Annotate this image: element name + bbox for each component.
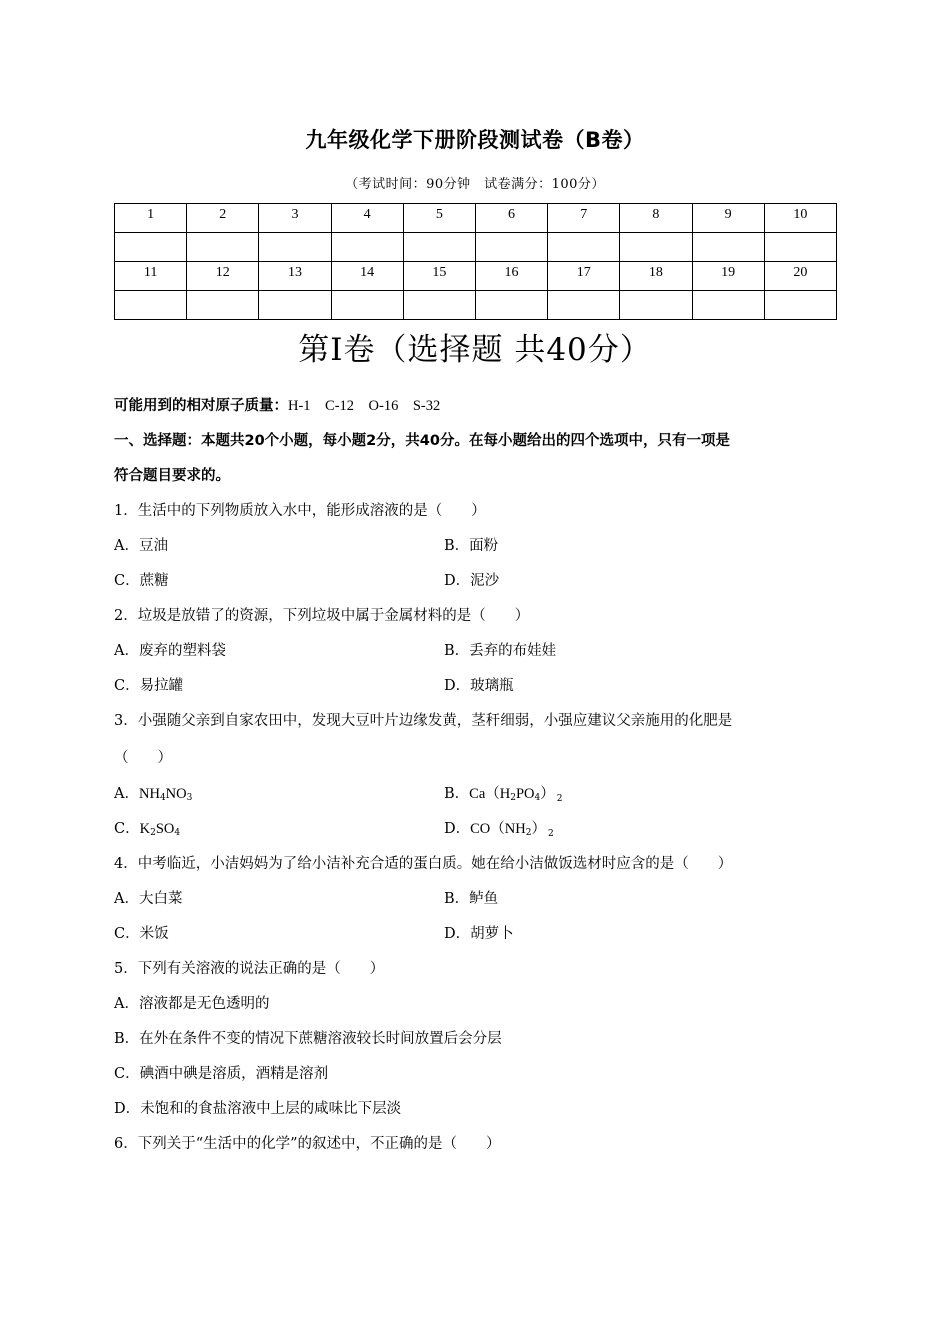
question-3-option-d[interactable] <box>444 818 554 845</box>
answer-grid-number: 14 <box>331 262 403 291</box>
answer-grid-number-row <box>115 204 837 233</box>
answer-cell[interactable] <box>692 233 764 262</box>
option-letter: B． <box>444 786 470 802</box>
question-3-stem: 3．小强随父亲到自家农田中，发现大豆叶片边缘发黄，茎秆细弱，小强应建议父亲施用的化肥是 <box>114 713 733 729</box>
option-letter: A． <box>114 786 139 802</box>
answer-grid-blank-row <box>115 233 837 262</box>
option-letter: C． <box>114 821 140 837</box>
answer-cell[interactable] <box>331 291 403 320</box>
answer-grid-number: 13 <box>259 262 331 291</box>
answer-cell[interactable] <box>115 233 187 262</box>
question-4-option-d[interactable]: D．胡萝卜 <box>444 926 514 942</box>
formula-subscript: 2 <box>150 828 156 838</box>
answer-cell[interactable] <box>187 291 259 320</box>
question-5-option-a[interactable]: A．溶液都是无色透明的 <box>114 996 270 1012</box>
answer-grid-number: 18 <box>620 262 692 291</box>
answer-grid <box>114 203 837 320</box>
atomic-mass-line <box>114 395 844 417</box>
option-letter: D． <box>444 821 471 837</box>
question-1-option-c[interactable]: C．蔗糖 <box>114 573 169 589</box>
formula-subscript: 2 <box>525 828 532 838</box>
answer-grid-number: 17 <box>548 262 620 291</box>
question-4-option-b[interactable]: B．鲈鱼 <box>444 891 499 907</box>
question-5-option-c[interactable]: C．碘酒中碘是溶质，酒精是溶剂 <box>114 1066 329 1082</box>
answer-grid-number: 5 <box>403 204 475 233</box>
formula-part: K <box>139 821 151 837</box>
answer-grid-number-row <box>115 262 837 291</box>
answer-cell[interactable] <box>475 233 547 262</box>
formula-part: ） <box>531 821 546 837</box>
answer-cell[interactable] <box>403 233 475 262</box>
question-1-option-a[interactable]: A．豆油 <box>114 538 168 554</box>
answer-cell[interactable] <box>548 233 620 262</box>
question-3-stem-continued: （ ） <box>114 750 172 766</box>
formula-subscript: 2 <box>547 829 554 839</box>
answer-grid-number: 3 <box>259 204 331 233</box>
formula-subscript: 3 <box>186 793 193 803</box>
formula-part: NO <box>165 786 187 802</box>
question-5-option-b[interactable]: B．在外在条件不变的情况下蔗糖溶液较长时间放置后会分层 <box>114 1031 502 1047</box>
answer-cell[interactable] <box>548 291 620 320</box>
formula-part: PO <box>515 786 535 802</box>
question-1-option-b[interactable]: B．面粉 <box>444 538 499 554</box>
answer-grid-number: 8 <box>620 204 692 233</box>
answer-cell[interactable] <box>403 291 475 320</box>
formula-part: CO（NH <box>470 821 526 837</box>
answer-grid-number: 2 <box>187 204 259 233</box>
section-heading: 第Ⅰ卷（选择题 共40分） <box>298 332 652 368</box>
question-2-option-b[interactable]: B．丢弃的布娃娃 <box>444 643 557 659</box>
question-3-option-a[interactable] <box>114 783 192 809</box>
answer-cell[interactable] <box>620 291 692 320</box>
answer-cell[interactable] <box>259 291 331 320</box>
question-4-option-c[interactable]: C．米饭 <box>114 926 169 942</box>
answer-cell[interactable] <box>187 233 259 262</box>
exam-title: 九年级化学下册阶段测试卷（B卷） <box>305 128 645 152</box>
atomic-mass-label: 可能用到的相对原子质量： <box>114 398 288 414</box>
question-5-stem: 5．下列有关溶液的说法正确的是（ ） <box>114 961 385 977</box>
answer-cell[interactable] <box>259 233 331 262</box>
formula-part: ） <box>540 786 555 802</box>
formula-subscript: 2 <box>510 793 516 803</box>
formula-subscript: 4 <box>159 793 166 803</box>
answer-grid-number: 16 <box>475 262 547 291</box>
question-5-option-d[interactable]: D．未饱和的食盐溶液中上层的咸味比下层淡 <box>114 1101 402 1117</box>
formula-subscript: 4 <box>174 828 181 838</box>
answer-grid-number: 1 <box>115 204 187 233</box>
answer-grid-number: 15 <box>403 262 475 291</box>
answer-grid-number: 4 <box>331 204 403 233</box>
question-4-option-a[interactable]: A．大白菜 <box>114 891 183 907</box>
question-1-stem: 1．生活中的下列物质放入水中，能形成溶液的是（ ） <box>114 503 486 519</box>
question-2-stem: 2．垃圾是放错了的资源，下列垃圾中属于金属材料的是（ ） <box>114 608 530 624</box>
answer-grid-number: 20 <box>764 262 836 291</box>
question-4-stem: 4．中考临近，小洁妈妈为了给小洁补充合适的蛋白质。她在给小洁做饭选材时应含的是（ ） <box>114 856 733 872</box>
answer-cell[interactable] <box>115 291 187 320</box>
answer-cell[interactable] <box>692 291 764 320</box>
answer-cell[interactable] <box>331 233 403 262</box>
instructions-line-2: 符合题目要求的。 <box>114 468 230 484</box>
question-1-option-d[interactable]: D．泥沙 <box>444 573 500 589</box>
answer-cell[interactable] <box>475 291 547 320</box>
formula-part: Ca（H <box>469 786 511 802</box>
exam-subtitle: （考试时间：90分钟 试卷满分：100分） <box>345 177 605 192</box>
answer-cell[interactable] <box>764 233 836 262</box>
question-3-option-c[interactable] <box>114 818 180 844</box>
answer-grid-number: 11 <box>115 262 187 291</box>
instructions-line-1: 一、选择题：本题共20个小题，每小题2分，共40分。在每小题给出的四个选项中，只有一项是 <box>114 433 730 449</box>
formula-subscript: 4 <box>534 793 541 803</box>
answer-grid-number: 9 <box>692 204 764 233</box>
answer-grid-blank-row <box>115 291 837 320</box>
question-6-stem: 6．下列关于“生活中的化学”的叙述中，不正确的是（ ） <box>114 1136 501 1152</box>
question-2-option-c[interactable]: C．易拉罐 <box>114 678 184 694</box>
formula-subscript: 2 <box>556 794 563 804</box>
answer-cell[interactable] <box>764 291 836 320</box>
atomic-mass-values: H-1 C-12 O-16 S-32 <box>288 398 441 414</box>
answer-cell[interactable] <box>620 233 692 262</box>
formula-part: NH <box>138 786 160 802</box>
answer-grid-number: 10 <box>764 204 836 233</box>
answer-grid-number: 12 <box>187 262 259 291</box>
answer-grid-number: 19 <box>692 262 764 291</box>
question-3-option-b[interactable] <box>444 783 563 810</box>
question-2-option-a[interactable]: A．废弃的塑料袋 <box>114 643 226 659</box>
question-2-option-d[interactable]: D．玻璃瓶 <box>444 678 514 694</box>
answer-grid-number: 7 <box>548 204 620 233</box>
answer-grid-number: 6 <box>475 204 547 233</box>
formula-part: SO <box>155 821 175 837</box>
